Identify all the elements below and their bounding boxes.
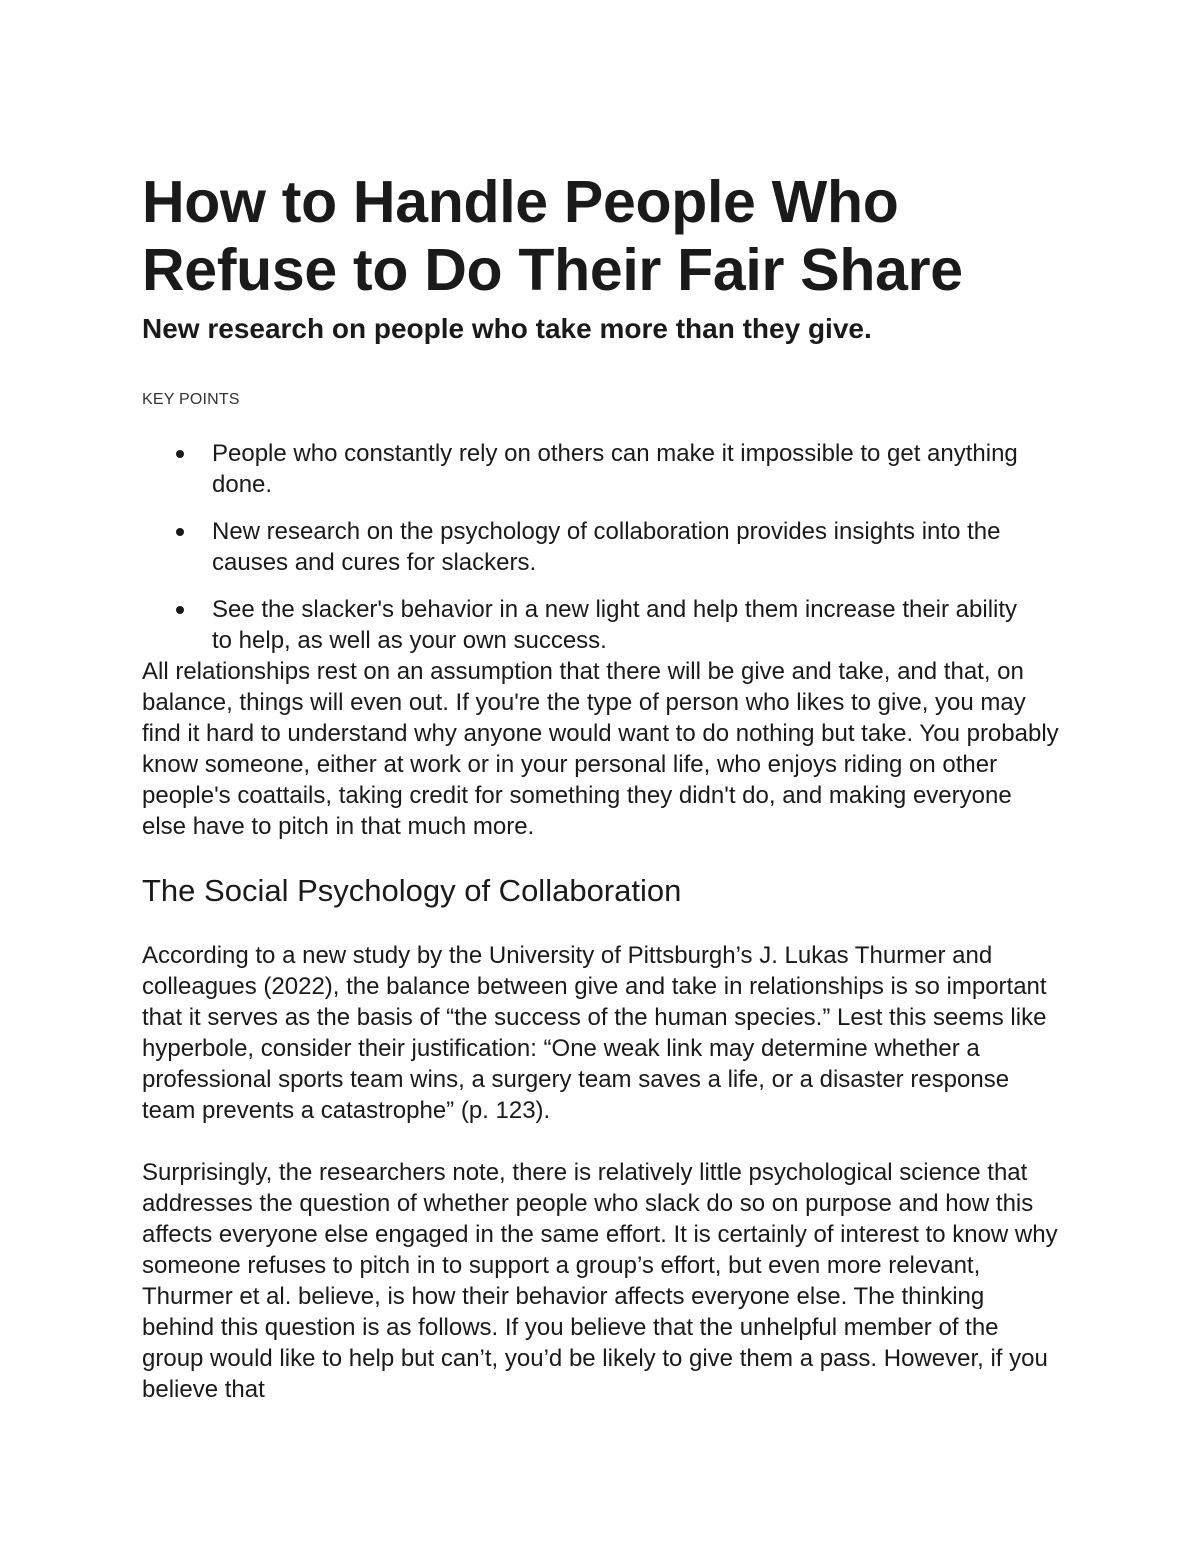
key-point-item — [142, 438, 1042, 500]
document-page — [142, 168, 1062, 1405]
key-points-label: KEY POINTS — [142, 391, 240, 408]
key-points-list — [142, 438, 1062, 656]
key-point-text: People who constantly rely on others can make it impossible to get anything done. — [212, 440, 1018, 498]
bullet-icon — [176, 450, 184, 458]
article-subtitle: New research on people who take more than they give. — [142, 313, 872, 344]
body-paragraph-2: Surprisingly, the researchers note, there is relatively little psychological science that addresses the question of whether people who slack do so on purpose and how this affects everyone else engaged in the same effort. It is certainly of interest to know why someone refuses to pitch in to support a group’s effort, but even more relevant, Thurmer et al. believe, is how their behavior affects everyone else. The thinking behind this question is as follows. If you believe that the unhelpful member of the group would like to help but can’t, you’d be likely to give them a pass. However, if you believe that — [142, 1159, 1058, 1403]
article-title — [142, 168, 1062, 304]
key-point-item — [142, 516, 1042, 578]
intro-paragraph: All relationships rest on an assumption that there will be give and take, and that, on balance, things will even out. If you're the type of person who likes to give, you may find it hard to understand why anyone would want to do nothing but take. You probably know someone, either at work or in your personal life, who enjoys riding on other people's coattails, taking credit for something they didn't do, and making everyone else have to pitch in that much more. — [142, 658, 1059, 840]
key-point-item — [142, 594, 1042, 656]
bullet-icon — [176, 606, 184, 614]
bullet-icon — [176, 528, 184, 536]
article-title-line-2: Refuse to Do Their Fair Share — [142, 237, 963, 303]
body-paragraph-1: According to a new study by the University of Pittsburgh’s J. Lukas Thurmer and colleagues (2022), the balance between give and take in relationships is so important that it serves as the basis of “the success of the human species.” Lest this seems like hyperbole, consider their justification: “One weak link may determine whether a professional sports team wins, a surgery team saves a life, or a disaster response team prevents a catastrophe” (p. 123). — [142, 942, 1047, 1124]
key-point-text: New research on the psychology of collaboration provides insights into the causes and cures for slackers. — [212, 518, 1001, 576]
key-point-text: See the slacker's behavior in a new light and help them increase their ability to help, as well as your own success. — [212, 596, 1018, 654]
article-title-line-1: How to Handle People Who — [142, 169, 899, 235]
section-heading: The Social Psychology of Collaboration — [142, 873, 682, 908]
